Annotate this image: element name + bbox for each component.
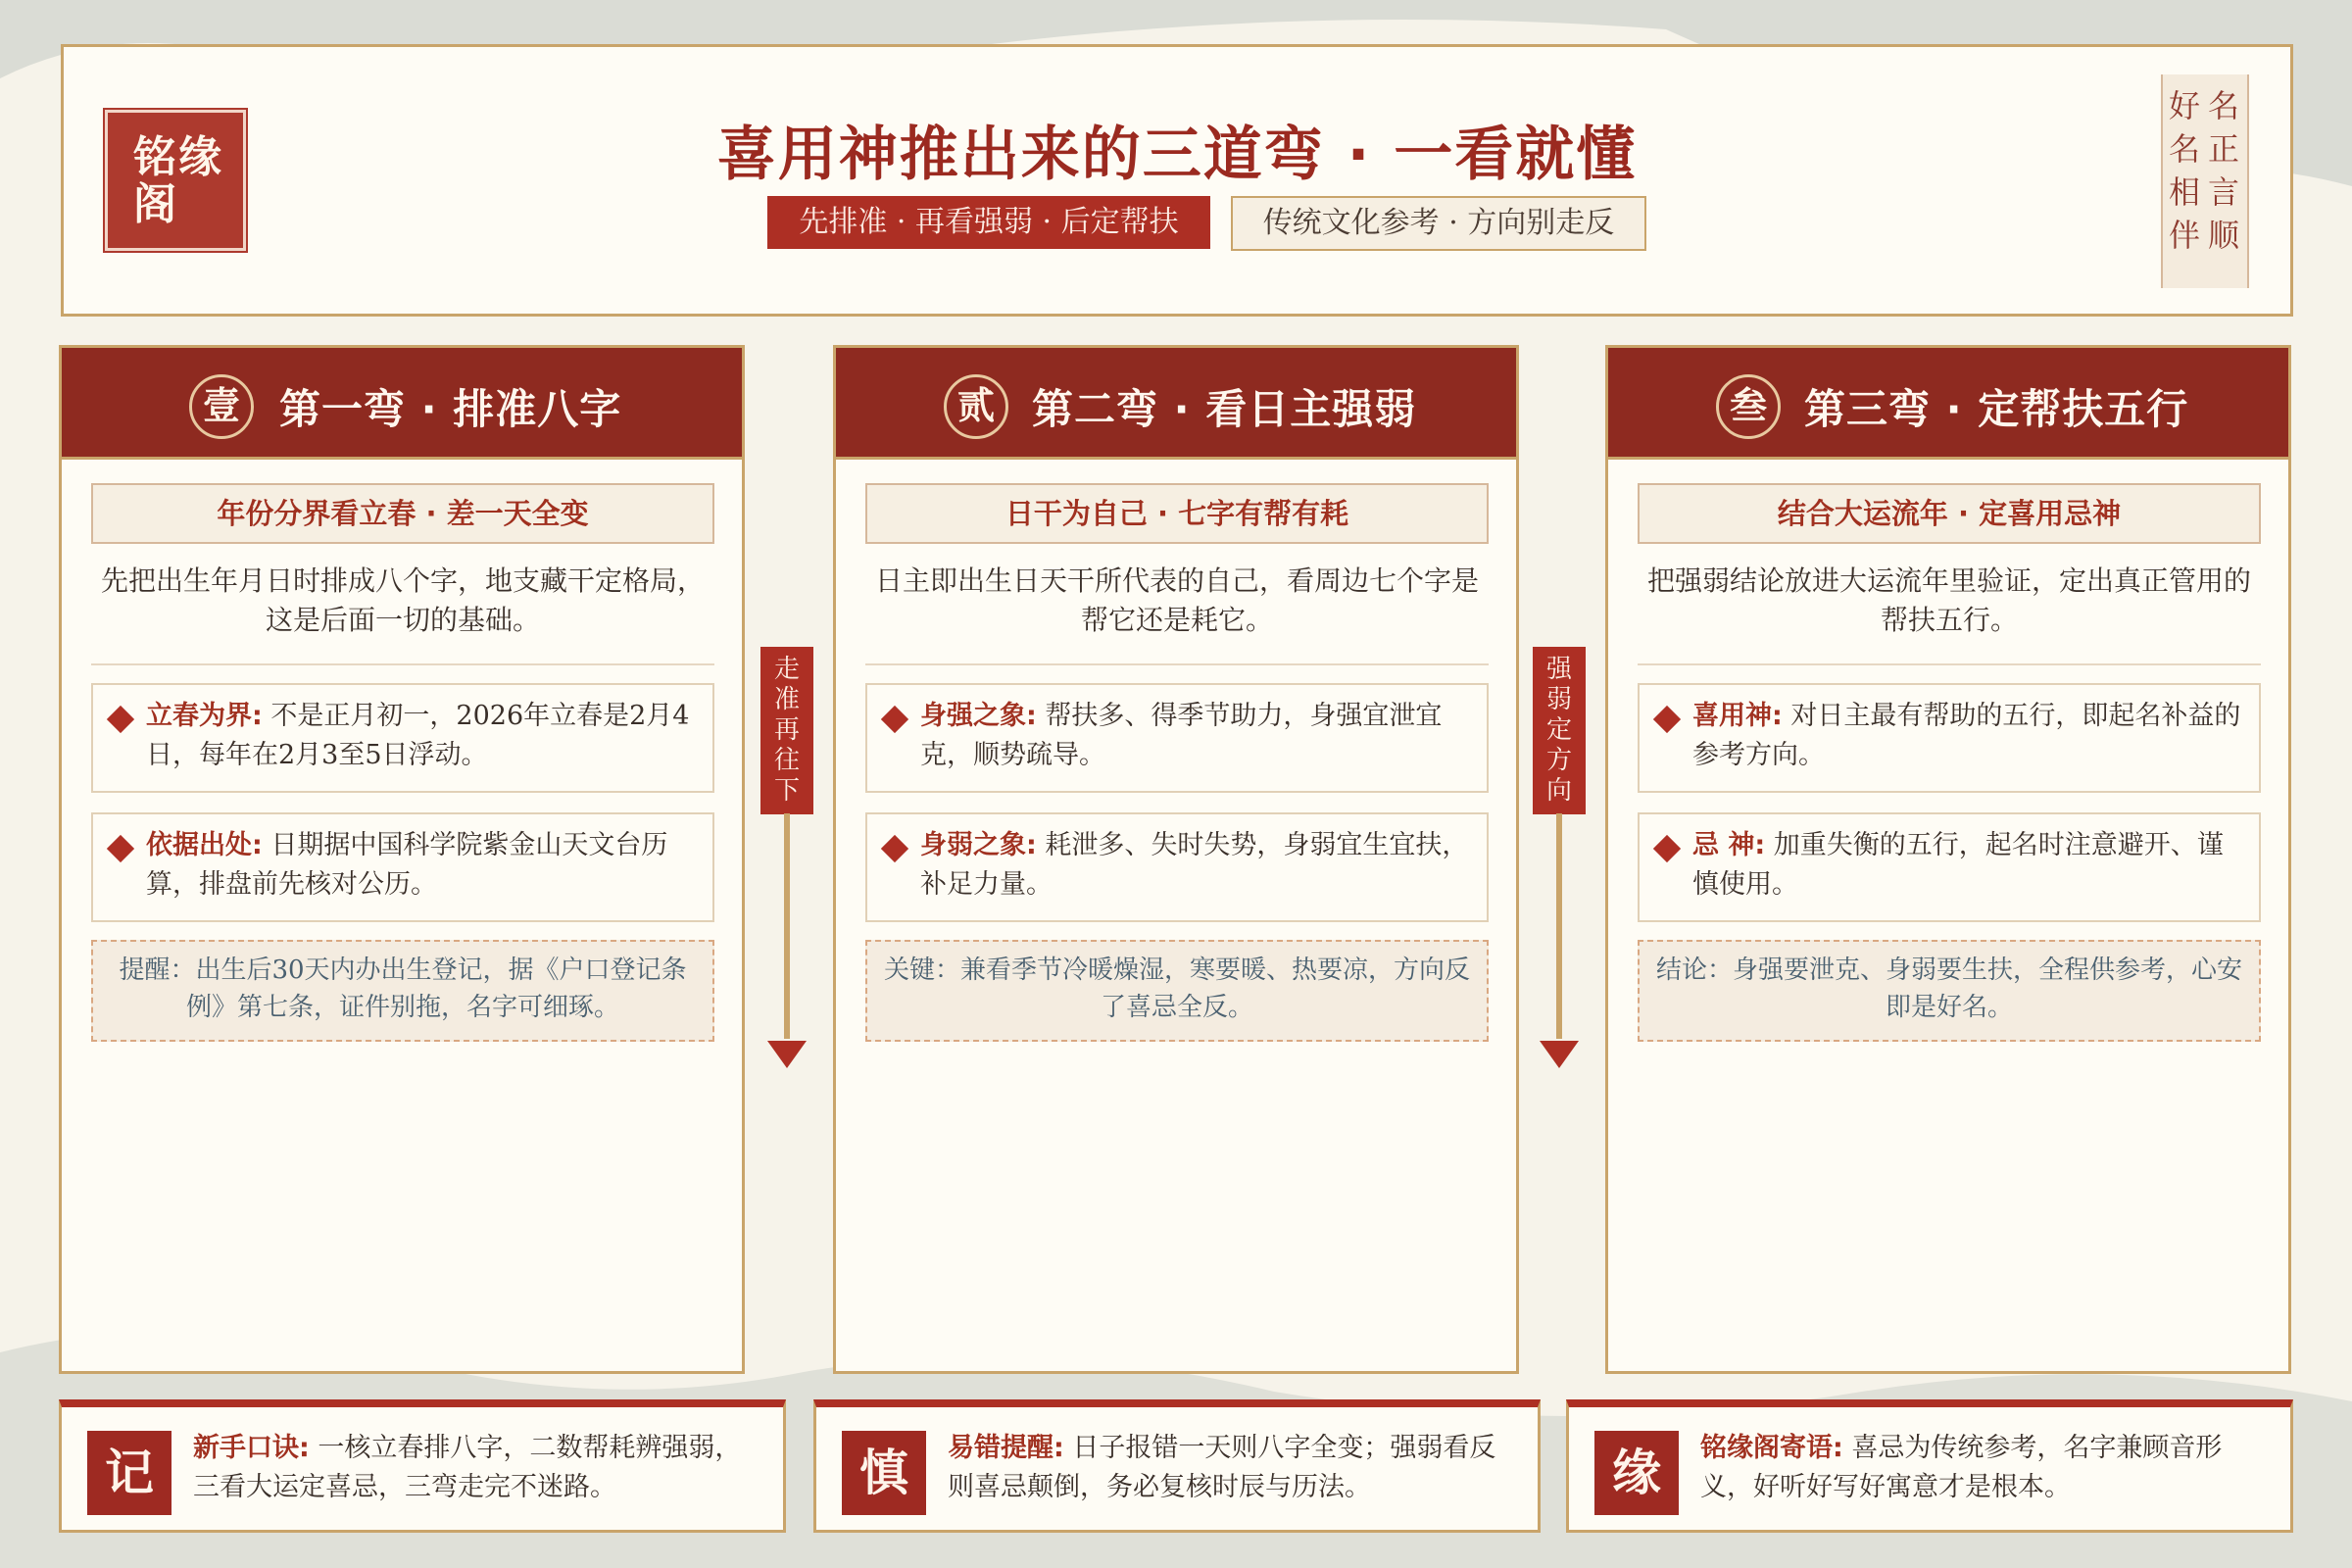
step-card-3 (1605, 345, 2291, 1374)
step-subtitle: 日干为自己 · 七字有帮有耗 (865, 483, 1489, 544)
point-item (91, 683, 714, 793)
step-title: 第一弯 · 排准八字 (279, 385, 622, 433)
step-number: 壹 (189, 374, 254, 439)
step-intro: 把强弱结论放进大运流年里验证，定出真正管用的帮扶五行。 (1646, 564, 2251, 636)
point-label: 身弱之象: (920, 830, 1037, 860)
step-title: 第二弯 · 看日主强弱 (1032, 385, 1417, 433)
tag-steps: 先排准 · 再看强弱 · 后定帮扶 (767, 196, 1210, 249)
arrow-label: 走准再往下 (760, 647, 813, 814)
point-label: 喜用神: (1692, 701, 1783, 731)
point-label: 依据出处: (146, 830, 263, 860)
step-title: 第三弯 · 定帮扶五行 (1804, 385, 2189, 433)
step-number: 贰 (944, 374, 1008, 439)
footer-card-message (1566, 1399, 2293, 1533)
brand-seal: 铭缘阁 (105, 110, 246, 251)
step-card-1 (59, 345, 745, 1374)
flow-arrow-2 (1533, 647, 1592, 1078)
diamond-icon (881, 835, 908, 862)
point-text: 对日主最有帮助的五行，即起名补益的参考方向。 (1692, 701, 2241, 770)
arrow-label: 强弱定方向 (1533, 647, 1586, 814)
step-note: 结论：身强要泄克、身弱要生扶，全程供参考，心安即是好名。 (1638, 940, 2261, 1042)
point-text: 不是正月初一，2026年立春是2月4日，每年在2月3至5日浮动。 (146, 701, 690, 770)
point-label: 忌 神: (1692, 830, 1766, 860)
point-text: 帮扶多、得季节助力，身强宜泄宜克，顺势疏导。 (920, 701, 1443, 770)
point-item (91, 812, 714, 922)
footer-seal: 缘 (1594, 1431, 1679, 1515)
step-header (1608, 348, 2288, 460)
point-text: 耗泄多、失时失势，身弱宜生宜扶，补足力量。 (920, 830, 1469, 900)
point-item (1638, 812, 2261, 922)
point-label: 立春为界: (146, 701, 263, 731)
diamond-icon (1653, 835, 1681, 862)
step-subtitle: 结合大运流年 · 定喜用忌神 (1638, 483, 2261, 544)
diamond-icon (107, 706, 134, 733)
footer-seal: 慎 (842, 1431, 926, 1515)
footer-label: 铭缘阁寄语: (1700, 1433, 1843, 1463)
divider (865, 663, 1489, 665)
step-intro: 先把出生年月日时排成八个字，地支藏干定格局，这是后面一切的基础。 (100, 564, 705, 636)
step-header (836, 348, 1516, 460)
footer-label: 易错提醒: (948, 1433, 1064, 1463)
footer-card-caution (813, 1399, 1541, 1533)
point-item (865, 812, 1489, 922)
point-text: 加重失衡的五行，起名时注意避开、谨慎使用。 (1692, 830, 2224, 900)
motto-right: 名正言顺 (2207, 87, 2239, 254)
step-header (62, 348, 742, 460)
footer-seal: 记 (87, 1431, 172, 1515)
point-text: 日期据中国科学院紫金山天文台历算，排盘前先核对公历。 (146, 830, 668, 900)
tag-disclaimer: 传统文化参考 · 方向别走反 (1231, 196, 1646, 251)
arrow-down-icon (767, 1041, 807, 1068)
footer-text: 一核立春排八字，二数帮耗辨强弱，三看大运定喜忌，三弯走完不迷路。 (193, 1433, 742, 1502)
motto-couplet (2161, 74, 2249, 288)
arrow-line (1556, 813, 1562, 1039)
step-intro: 日主即出生日天干所代表的自己，看周边七个字是帮它还是耗它。 (874, 564, 1479, 636)
footer-text: 日子报错一天则八字全变；强弱看反则喜忌颠倒，务必复核时辰与历法。 (948, 1433, 1496, 1502)
arrow-line (784, 813, 790, 1039)
header-panel (61, 44, 2293, 317)
motto-left: 好名相伴 (2168, 87, 2200, 254)
point-item (1638, 683, 2261, 793)
diamond-icon (1653, 706, 1681, 733)
footer-label: 新手口诀: (193, 1433, 310, 1463)
divider (1638, 663, 2261, 665)
step-subtitle: 年份分界看立春 · 差一天全变 (91, 483, 714, 544)
page-title: 喜用神推出来的三道弯 · 一看就懂 (716, 121, 1638, 189)
diamond-icon (881, 706, 908, 733)
step-card-2 (833, 345, 1519, 1374)
point-item (865, 683, 1489, 793)
flow-arrow-1 (760, 647, 819, 1078)
arrow-down-icon (1540, 1041, 1579, 1068)
step-number: 叁 (1716, 374, 1781, 439)
point-label: 身强之象: (920, 701, 1037, 731)
step-note: 提醒：出生后30天内办出生登记，据《户口登记条例》第七条，证件别拖，名字可细琢。 (91, 940, 714, 1042)
divider (91, 663, 714, 665)
diamond-icon (107, 835, 134, 862)
step-note: 关键：兼看季节冷暖燥湿，寒要暖、热要凉，方向反了喜忌全反。 (865, 940, 1489, 1042)
footer-card-mnemonic (59, 1399, 786, 1533)
footer-text: 喜忌为传统参考，名字兼顾音形义，好听好写好寓意才是根本。 (1700, 1433, 2223, 1502)
